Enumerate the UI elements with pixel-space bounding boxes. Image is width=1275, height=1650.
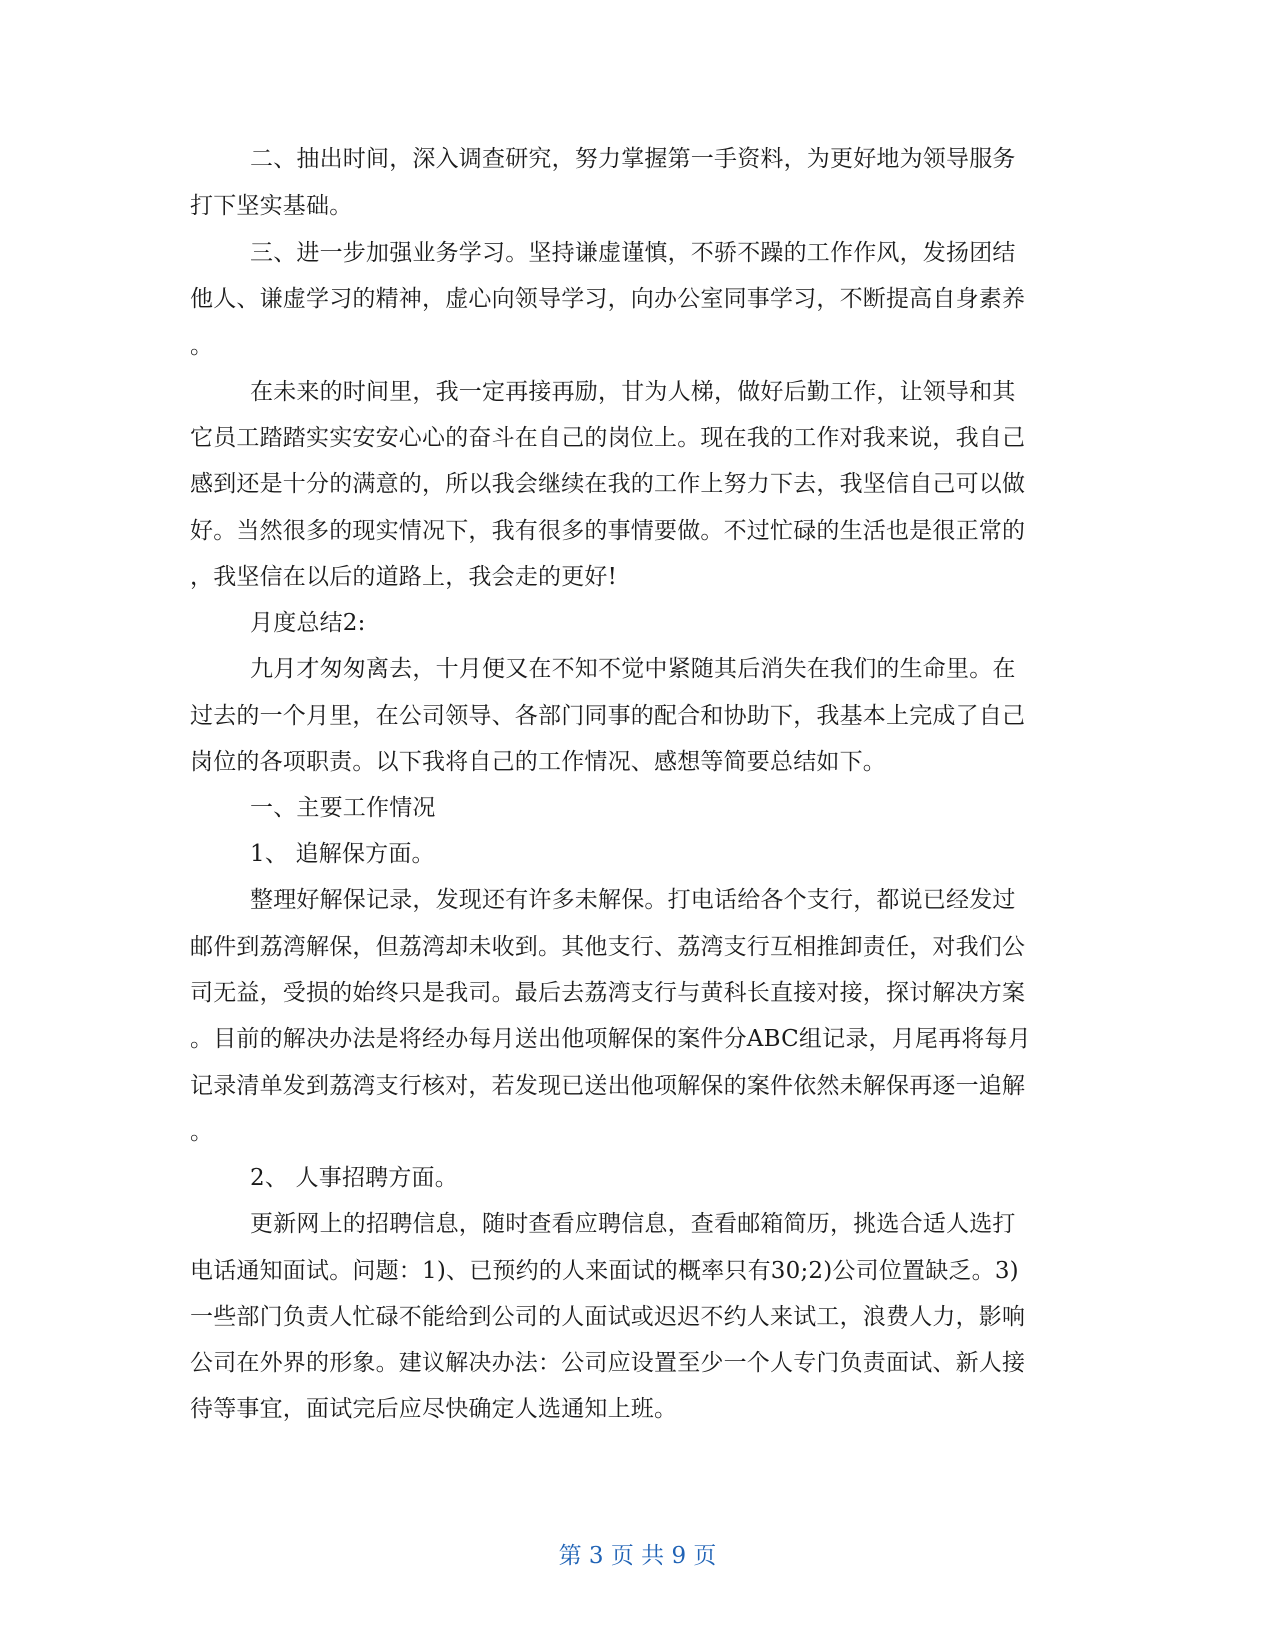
text-line: 一些部门负责人忙碌不能给到公司的人面试或迟迟不约人来试工，浪费人力，影响 <box>190 1304 1026 1330</box>
section-heading: 月度总结2: <box>250 610 366 636</box>
text-line: 电话通知面试。问题：1)、已预约的人来面试的概率只有30;2)公司位置缺乏。3) <box>190 1258 1019 1284</box>
text-line: 九月才匆匆离去，十月便又在不知不觉中紧随其后消失在我们的生命里。在 <box>250 656 1016 682</box>
text-line: 在未来的时间里，我一定再接再励，甘为人梯，做好后勤工作，让领导和其 <box>250 379 1016 405</box>
text-line: 岗位的各项职责。以下我将自己的工作情况、感想等简要总结如下。 <box>190 749 886 775</box>
text-line: 记录清单发到荔湾支行核对，若发现已送出他项解保的案件依然未解保再逐一追解 <box>190 1073 1026 1099</box>
text-line: 打下坚实基础。 <box>190 193 353 219</box>
text-line: 好。当然很多的现实情况下，我有很多的事情要做。不过忙碌的生活也是很正常的 <box>190 518 1026 544</box>
text-line: 他人、谦虚学习的精神，虚心向领导学习，向办公室同事学习，不断提高自身素养 <box>190 286 1026 312</box>
text-line: 邮件到荔湾解保，但荔湾却未收到。其他支行、荔湾支行互相推卸责任，对我们公 <box>190 934 1026 960</box>
text-line: ，我坚信在以后的道路上，我会走的更好! <box>190 564 618 590</box>
item-heading: 1、 追解保方面。 <box>250 841 435 867</box>
text-line: 过去的一个月里，在公司领导、各部门同事的配合和协助下，我基本上完成了自己 <box>190 703 1026 729</box>
text-line: 。目前的解决办法是将经办每月送出他项解保的案件分ABC组记录，月尾再将每月 <box>190 1026 1031 1052</box>
page-number-footer: 第 3 页 共 9 页 <box>558 1543 717 1569</box>
section-heading: 一、主要工作情况 <box>250 795 436 821</box>
text-line: 公司在外界的形象。建议解决办法：公司应设置至少一个人专门负责面试、新人接 <box>190 1350 1026 1376</box>
text-line: 待等事宜，面试完后应尽快确定人选通知上班。 <box>190 1396 678 1422</box>
text-line: 它员工踏踏实实安安心心的奋斗在自己的岗位上。现在我的工作对我来说，我自己 <box>190 425 1026 451</box>
text-line: 三、进一步加强业务学习。坚持谦虚谨慎，不骄不躁的工作作风，发扬团结 <box>250 240 1016 266</box>
text-line: 。 <box>190 333 214 359</box>
text-line: 感到还是十分的满意的，所以我会继续在我的工作上努力下去，我坚信自己可以做 <box>190 471 1026 497</box>
text-line: 司无益，受损的始终只是我司。最后去荔湾支行与黄科长直接对接，探讨解决方案 <box>190 980 1026 1006</box>
item-heading: 2、 人事招聘方面。 <box>250 1165 458 1191</box>
text-line: 整理好解保记录，发现还有许多未解保。打电话给各个支行，都说已经发过 <box>250 887 1016 913</box>
text-line: 。 <box>190 1119 214 1145</box>
text-line: 更新网上的招聘信息，随时查看应聘信息，查看邮箱简历，挑选合适人选打 <box>250 1211 1016 1237</box>
text-line: 二、抽出时间，深入调查研究，努力掌握第一手资料，为更好地为领导服务 <box>250 146 1016 172</box>
